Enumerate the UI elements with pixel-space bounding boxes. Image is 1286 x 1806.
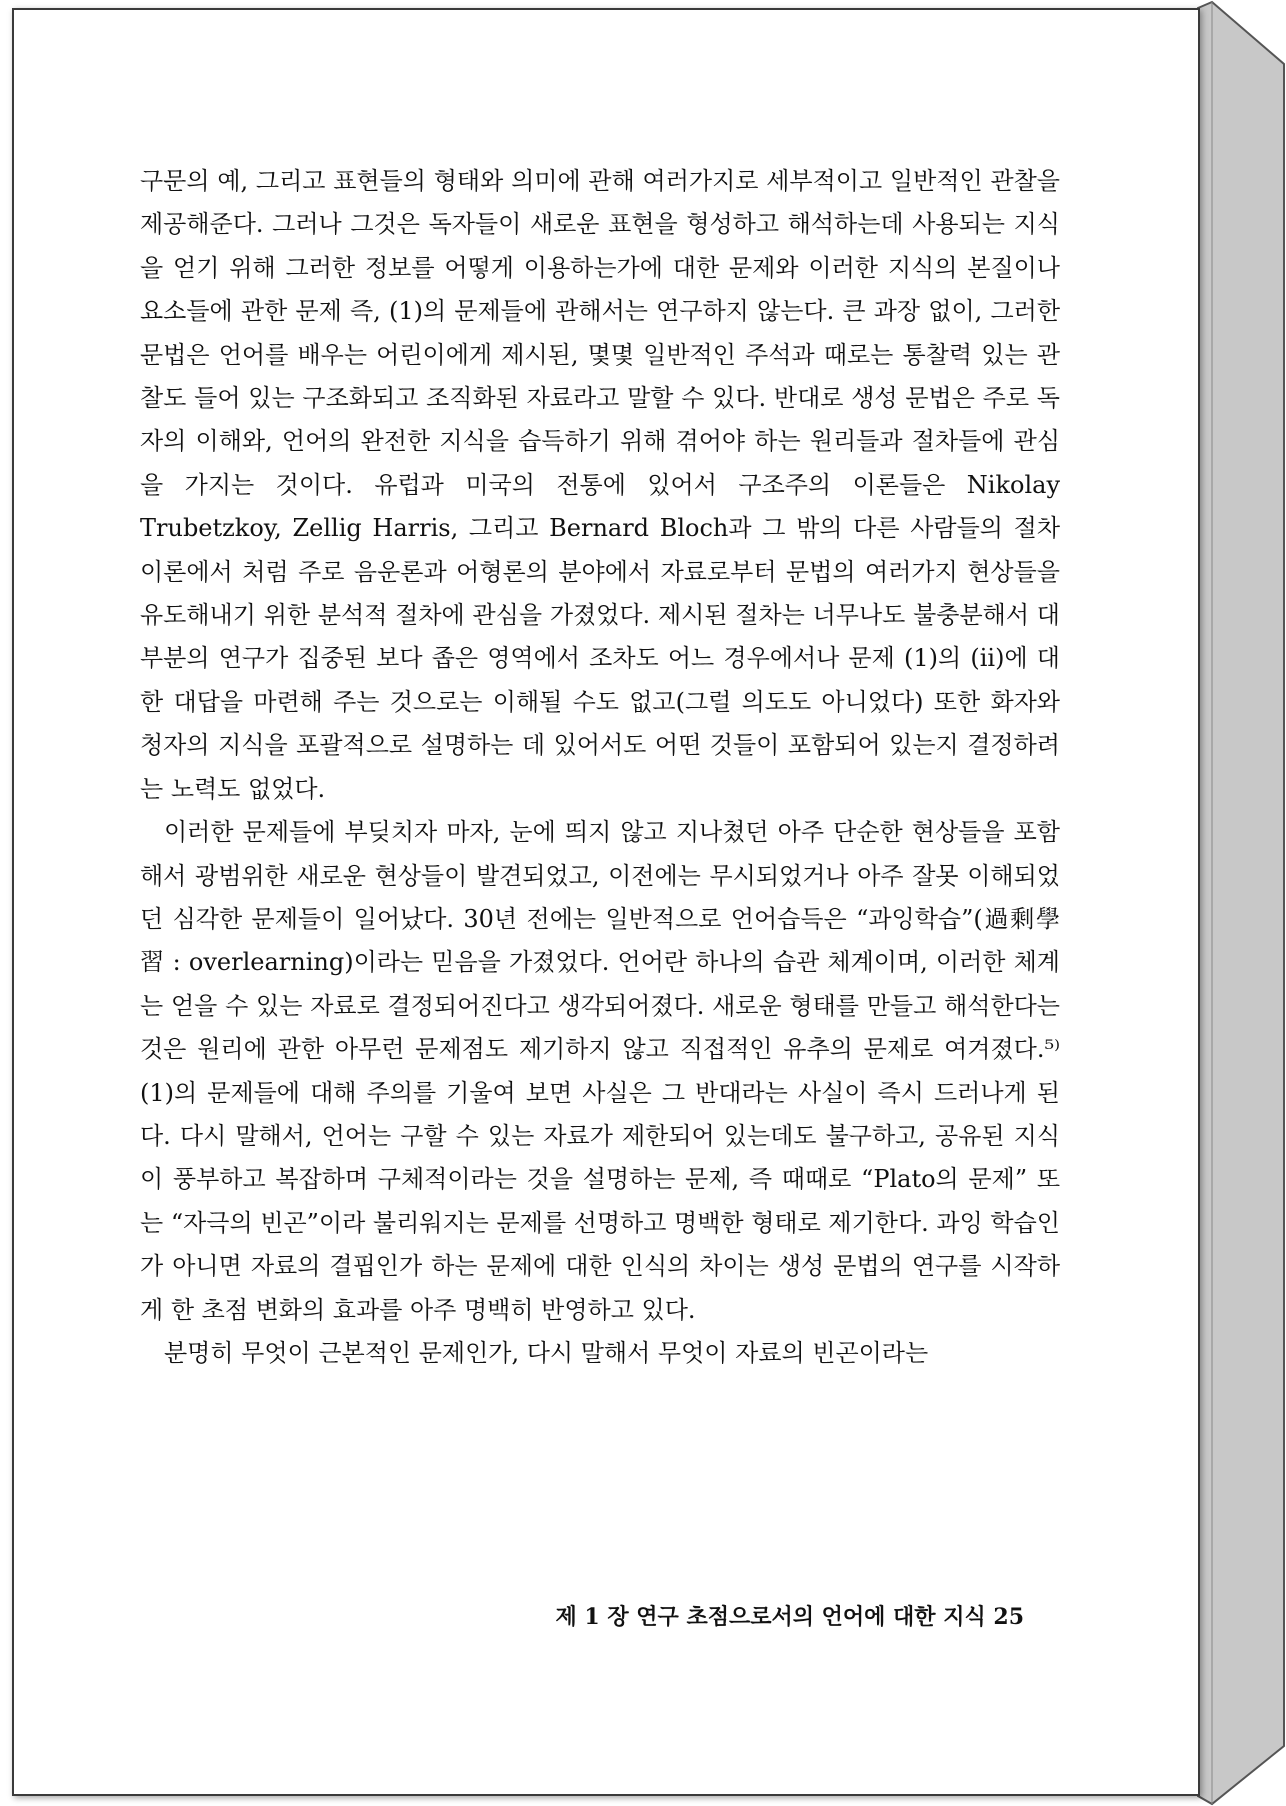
page-footer: 제 1 장 연구 초점으로서의 언어에 대한 지식 25 bbox=[555, 1604, 1024, 1630]
body-text bbox=[140, 160, 1060, 1375]
paragraph-2: 이러한 문제들에 부딪치자 마자, 눈에 띄지 않고 지나쳤던 아주 단순한 현상들을 포함해서 광범위한 새로운 현상들이 발견되었고, 이전에는 무시되었거나 아주 잘못 이해되었던 심각한 문제들이 일어났다. 30년 전에는 일반적으로 언어습득은 “과잉학습”(過剩學習 : overlearning)이라는 믿음을 가졌었다. 언어란 하나의 습관 체계이며, 이러한 체계는 얻을 수 있는 자료로 결정되어진다고 생각되어졌다. 새로운 형태를 만들고 해석한다는 것은 원리에 관한 아무런 문제점도 제기하지 않고 직접적인 유추의 문제로 여겨졌다.⁵⁾ (1)의 문제들에 대해 주의를 기울여 보면 사실은 그 반대라는 사실이 즉시 드러나게 된다. 다시 말해서, 언어는 구할 수 있는 자료가 제한되어 있는데도 불구하고, 공유된 지식이 풍부하고 복잡하며 구체적이라는 것을 설명하는 문제, 즉 때때로 “Plato의 문제” 또는 “자극의 빈곤”이라 불리워지는 문제를 선명하고 명백한 형태로 제기한다. 과잉 학습인가 아니면 자료의 결핍인가 하는 문제에 대한 인식의 차이는 생성 문법의 연구를 시작하게 한 초점 변화의 효과를 아주 명백히 반영하고 있다. bbox=[140, 818, 1060, 1324]
paragraph-3: 분명히 무엇이 근본적인 문제인가, 다시 말해서 무엇이 자료의 빈곤이라는 bbox=[164, 1338, 929, 1367]
paragraph-1: 구문의 예, 그리고 표현들의 형태와 의미에 관해 여러가지로 세부적이고 일반적인 관찰을 제공해준다. 그러나 그것은 독자들이 새로운 표현을 형성하고 해석하는데 사용되는 지식을 얻기 위해 그러한 정보를 어떻게 이용하는가에 대한 문제와 이러한 지식의 본질이나 요소들에 관한 문제 즉, (1)의 문제들에 관해서는 연구하지 않는다. 큰 과장 없이, 그러한 문법은 언어를 배우는 어린이에게 제시된, 몇몇 일반적인 주석과 때로는 통찰력 있는 관찰도 들어 있는 구조화되고 조직화된 자료라고 말할 수 있다. 반대로 생성 문법은 주로 독자의 이해와, 언어의 완전한 지식을 습득하기 위해 겪어야 하는 원리들과 절차들에 관심을 가지는 것이다. 유럽과 미국의 전통에 있어서 구조주의 이론들은 Nikolay Trubetzkoy, Zellig Harris, 그리고 Bernard Bloch과 그 밖의 다른 사람들의 절차 이론에서 처럼 주로 음운론과 어형론의 분야에서 자료로부터 문법의 여러가지 현상들을 유도해내기 위한 분석적 절차에 관심을 가졌었다. 제시된 절차는 너무나도 불충분해서 대부분의 연구가 집중된 보다 좁은 영역에서 조차도 어느 경우에서나 문제 (1)의 (ii)에 대한 대답을 마련해 주는 것으로는 이해될 수도 없고(그럴 의도도 아니었다) 또한 화자와 청자의 지식을 포괄적으로 설명하는 데 있어서도 어떤 것들이 포함되어 있는지 결정하려는 노력도 없었다. bbox=[140, 167, 1060, 803]
